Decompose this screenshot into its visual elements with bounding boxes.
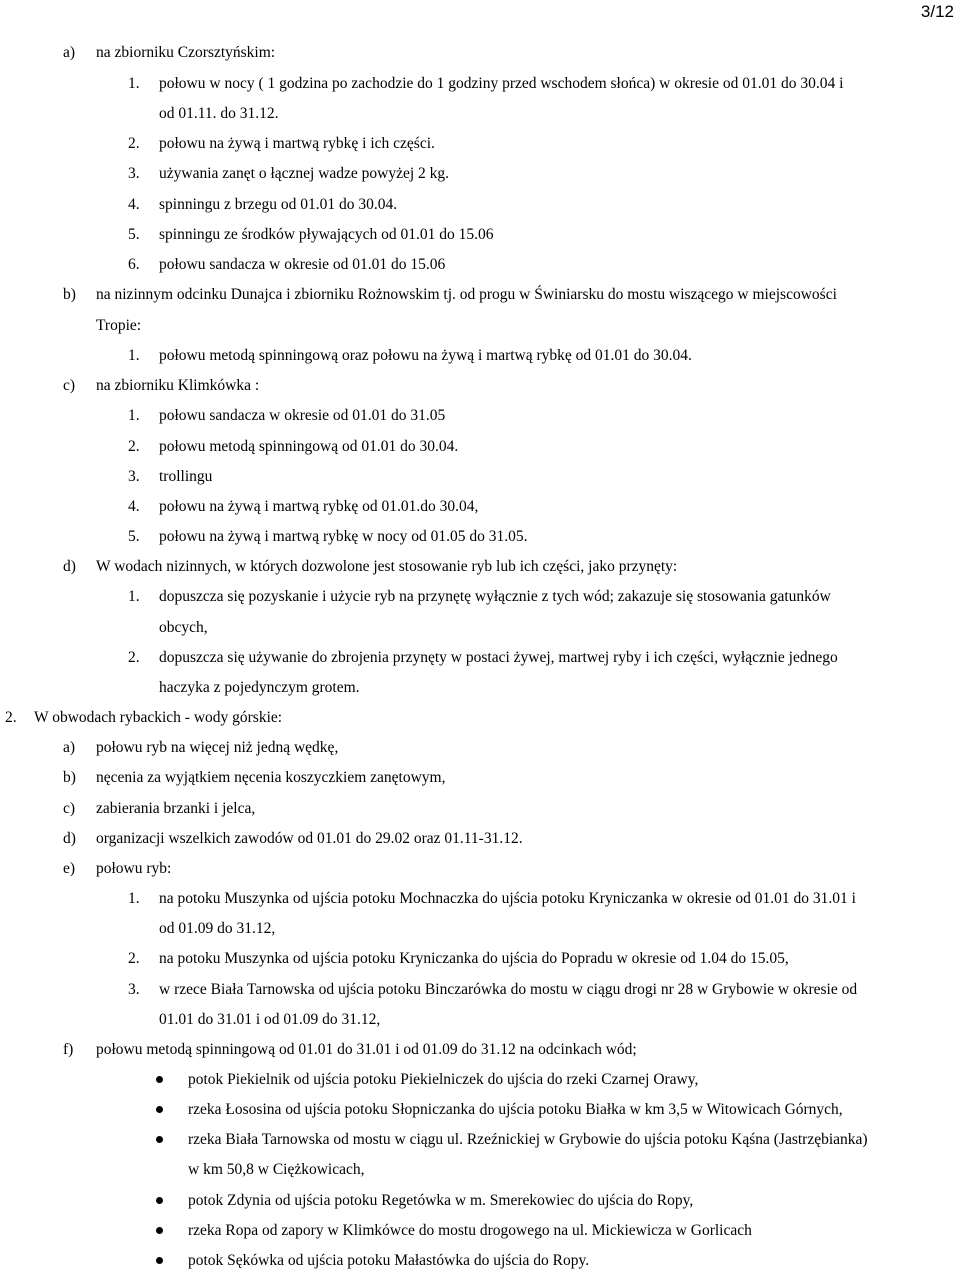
subsection-label: c) <box>63 800 76 817</box>
subsection-label: b) <box>63 769 76 786</box>
list-item-number: 1. <box>128 75 140 92</box>
list-item-text: połowu sandacza w okresie od 01.01 do 15.06 <box>159 256 446 273</box>
bullet-icon <box>156 1257 163 1264</box>
bullet-item-text: rzeka Łososina od ujścia potoku Słopniczanka do ujścia potoku Białka w km 3,5 w Witowicach Górnych, <box>188 1101 843 1118</box>
list-item-text: połowu metodą spinningową oraz połowu na żywą i martwą rybkę od 01.01 do 30.04. <box>159 347 692 364</box>
list-item-number: 3. <box>128 981 140 998</box>
section-a-heading: na zbiorniku Czorsztyńskim: <box>96 44 276 61</box>
bullet-item-text: potok Piekielnik od ujścia potoku Piekielniczek do ujścia do rzeki Czarnej Orawy, <box>188 1071 699 1088</box>
section-2-number: 2. <box>5 709 17 726</box>
list-item-text: dopuszcza się używanie do zbrojenia przynęty w postaci żywej, martwej ryby i ich części, wyłącznie jednego <box>159 649 838 666</box>
bullet-icon <box>156 1076 163 1083</box>
list-item-number: 1. <box>128 588 140 605</box>
section-2-heading: W obwodach rybackich - wody górskie: <box>34 709 283 726</box>
subsection-text: połowu ryb na więcej niż jedną wędkę, <box>96 739 339 756</box>
section-c-heading: na zbiorniku Klimkówka : <box>96 377 260 394</box>
list-item-text: od 01.09 do 31.12, <box>159 920 276 937</box>
section-b-label: b) <box>63 286 76 303</box>
list-item-text: spinningu z brzegu od 01.01 do 30.04. <box>159 196 398 213</box>
section-b-heading: na nizinnym odcinku Dunajca i zbiorniku Rożnowskim tj. od progu w Świniarsku do mostu wiszącego w miejscowości <box>96 286 837 303</box>
subsection-label: f) <box>63 1041 74 1058</box>
list-item-text: od 01.11. do 31.12. <box>159 105 279 122</box>
subsection-label: d) <box>63 830 76 847</box>
subsection-text: organizacji wszelkich zawodów od 01.01 do 29.02 oraz 01.11-31.12. <box>96 830 523 847</box>
list-item-number: 2. <box>128 438 140 455</box>
section-a-label: a) <box>63 44 76 61</box>
list-item-number: 5. <box>128 528 140 545</box>
list-item-text: połowu w nocy ( 1 godzina po zachodzie do 1 godziny przed wschodem słońca) w okresie od 01.01 do 30.04 i <box>159 75 844 92</box>
list-item-number: 3. <box>128 468 140 485</box>
bullet-item-text: rzeka Biała Tarnowska od mostu w ciągu ul. Rzeźnickiej w Grybowie do ujścia potoku Kąśna (Jastrzębianka) <box>188 1131 868 1148</box>
bullet-icon <box>156 1197 163 1204</box>
list-item-number: 5. <box>128 226 140 243</box>
list-item-text: połowu na żywą i martwą rybkę od 01.01.do 30.04, <box>159 498 479 515</box>
list-item-number: 6. <box>128 256 140 273</box>
list-item-number: 2. <box>128 135 140 152</box>
subsection-label: a) <box>63 739 76 756</box>
list-item-text: spinningu ze środków pływających od 01.01 do 15.06 <box>159 226 494 243</box>
subsection-text: nęcenia za wyjątkiem nęcenia koszyczkiem zanętowym, <box>96 769 446 786</box>
section-c-label: c) <box>63 377 76 394</box>
subsection-label: e) <box>63 860 76 877</box>
section-b-heading: Tropie: <box>96 317 142 334</box>
subsection-text: połowu ryb: <box>96 860 172 877</box>
section-d-label: d) <box>63 558 76 575</box>
subsection-text: zabierania brzanki i jelca, <box>96 800 256 817</box>
bullet-icon <box>156 1227 163 1234</box>
subsection-text: połowu metodą spinningową od 01.01 do 31.01 i od 01.09 do 31.12 na odcinkach wód; <box>96 1041 637 1058</box>
list-item-number: 4. <box>128 196 140 213</box>
list-item-text: połowu na żywą i martwą rybkę w nocy od 01.05 do 31.05. <box>159 528 528 545</box>
page-number: 3/12 <box>920 2 954 21</box>
list-item-text: połowu metodą spinningową od 01.01 do 30.04. <box>159 438 459 455</box>
bullet-item-text: rzeka Ropa od zapory w Klimkówce do mostu drogowego na ul. Mickiewicza w Gorlicach <box>188 1222 752 1239</box>
list-item-text: na potoku Muszynka od ujścia potoku Mochnaczka do ujścia potoku Kryniczanka w okresie od 01.01 do 31.01 i <box>159 890 856 907</box>
list-item-text: trollingu <box>159 468 213 485</box>
bullet-icon <box>156 1136 163 1143</box>
list-item-text: dopuszcza się pozyskanie i użycie ryb na przynętę wyłącznie z tych wód; zakazuje się stosowania gatunków <box>159 588 831 605</box>
list-item-text: 01.01 do 31.01 i od 01.09 do 31.12, <box>159 1011 381 1028</box>
section-d-heading: W wodach nizinnych, w których dozwolone jest stosowanie ryb lub ich części, jako przynęty: <box>96 558 678 575</box>
list-item-text: na potoku Muszynka od ujścia potoku Kryniczanka do ujścia do Popradu w okresie od 1.04 do 15.05, <box>159 950 789 967</box>
list-item-number: 2. <box>128 950 140 967</box>
list-item-text: haczyka z pojedynczym grotem. <box>159 679 360 696</box>
list-item-number: 4. <box>128 498 140 515</box>
bullet-item-text: w km 50,8 w Ciężkowicach, <box>188 1161 365 1178</box>
list-item-text: obcych, <box>159 619 208 636</box>
list-item-number: 1. <box>128 407 140 424</box>
list-item-text: połowu sandacza w okresie od 01.01 do 31.05 <box>159 407 446 424</box>
list-item-number: 1. <box>128 347 140 364</box>
bullet-item-text: potok Sękówka od ujścia potoku Małastówka do ujścia do Ropy. <box>188 1252 590 1269</box>
list-item-number: 3. <box>128 165 140 182</box>
list-item-number: 2. <box>128 649 140 666</box>
list-item-number: 1. <box>128 890 140 907</box>
list-item-text: używania zanęt o łącznej wadze powyżej 2 kg. <box>159 165 450 182</box>
list-item-text: w rzece Biała Tarnowska od ujścia potoku Binczarówka do mostu w ciągu drogi nr 28 w Grybowie w okresie od <box>159 981 858 998</box>
list-item-text: połowu na żywą i martwą rybkę i ich części. <box>159 135 435 152</box>
bullet-item-text: potok Zdynia od ujścia potoku Regetówka w m. Smerekowiec do ujścia do Ropy, <box>188 1192 694 1209</box>
bullet-icon <box>156 1106 163 1113</box>
